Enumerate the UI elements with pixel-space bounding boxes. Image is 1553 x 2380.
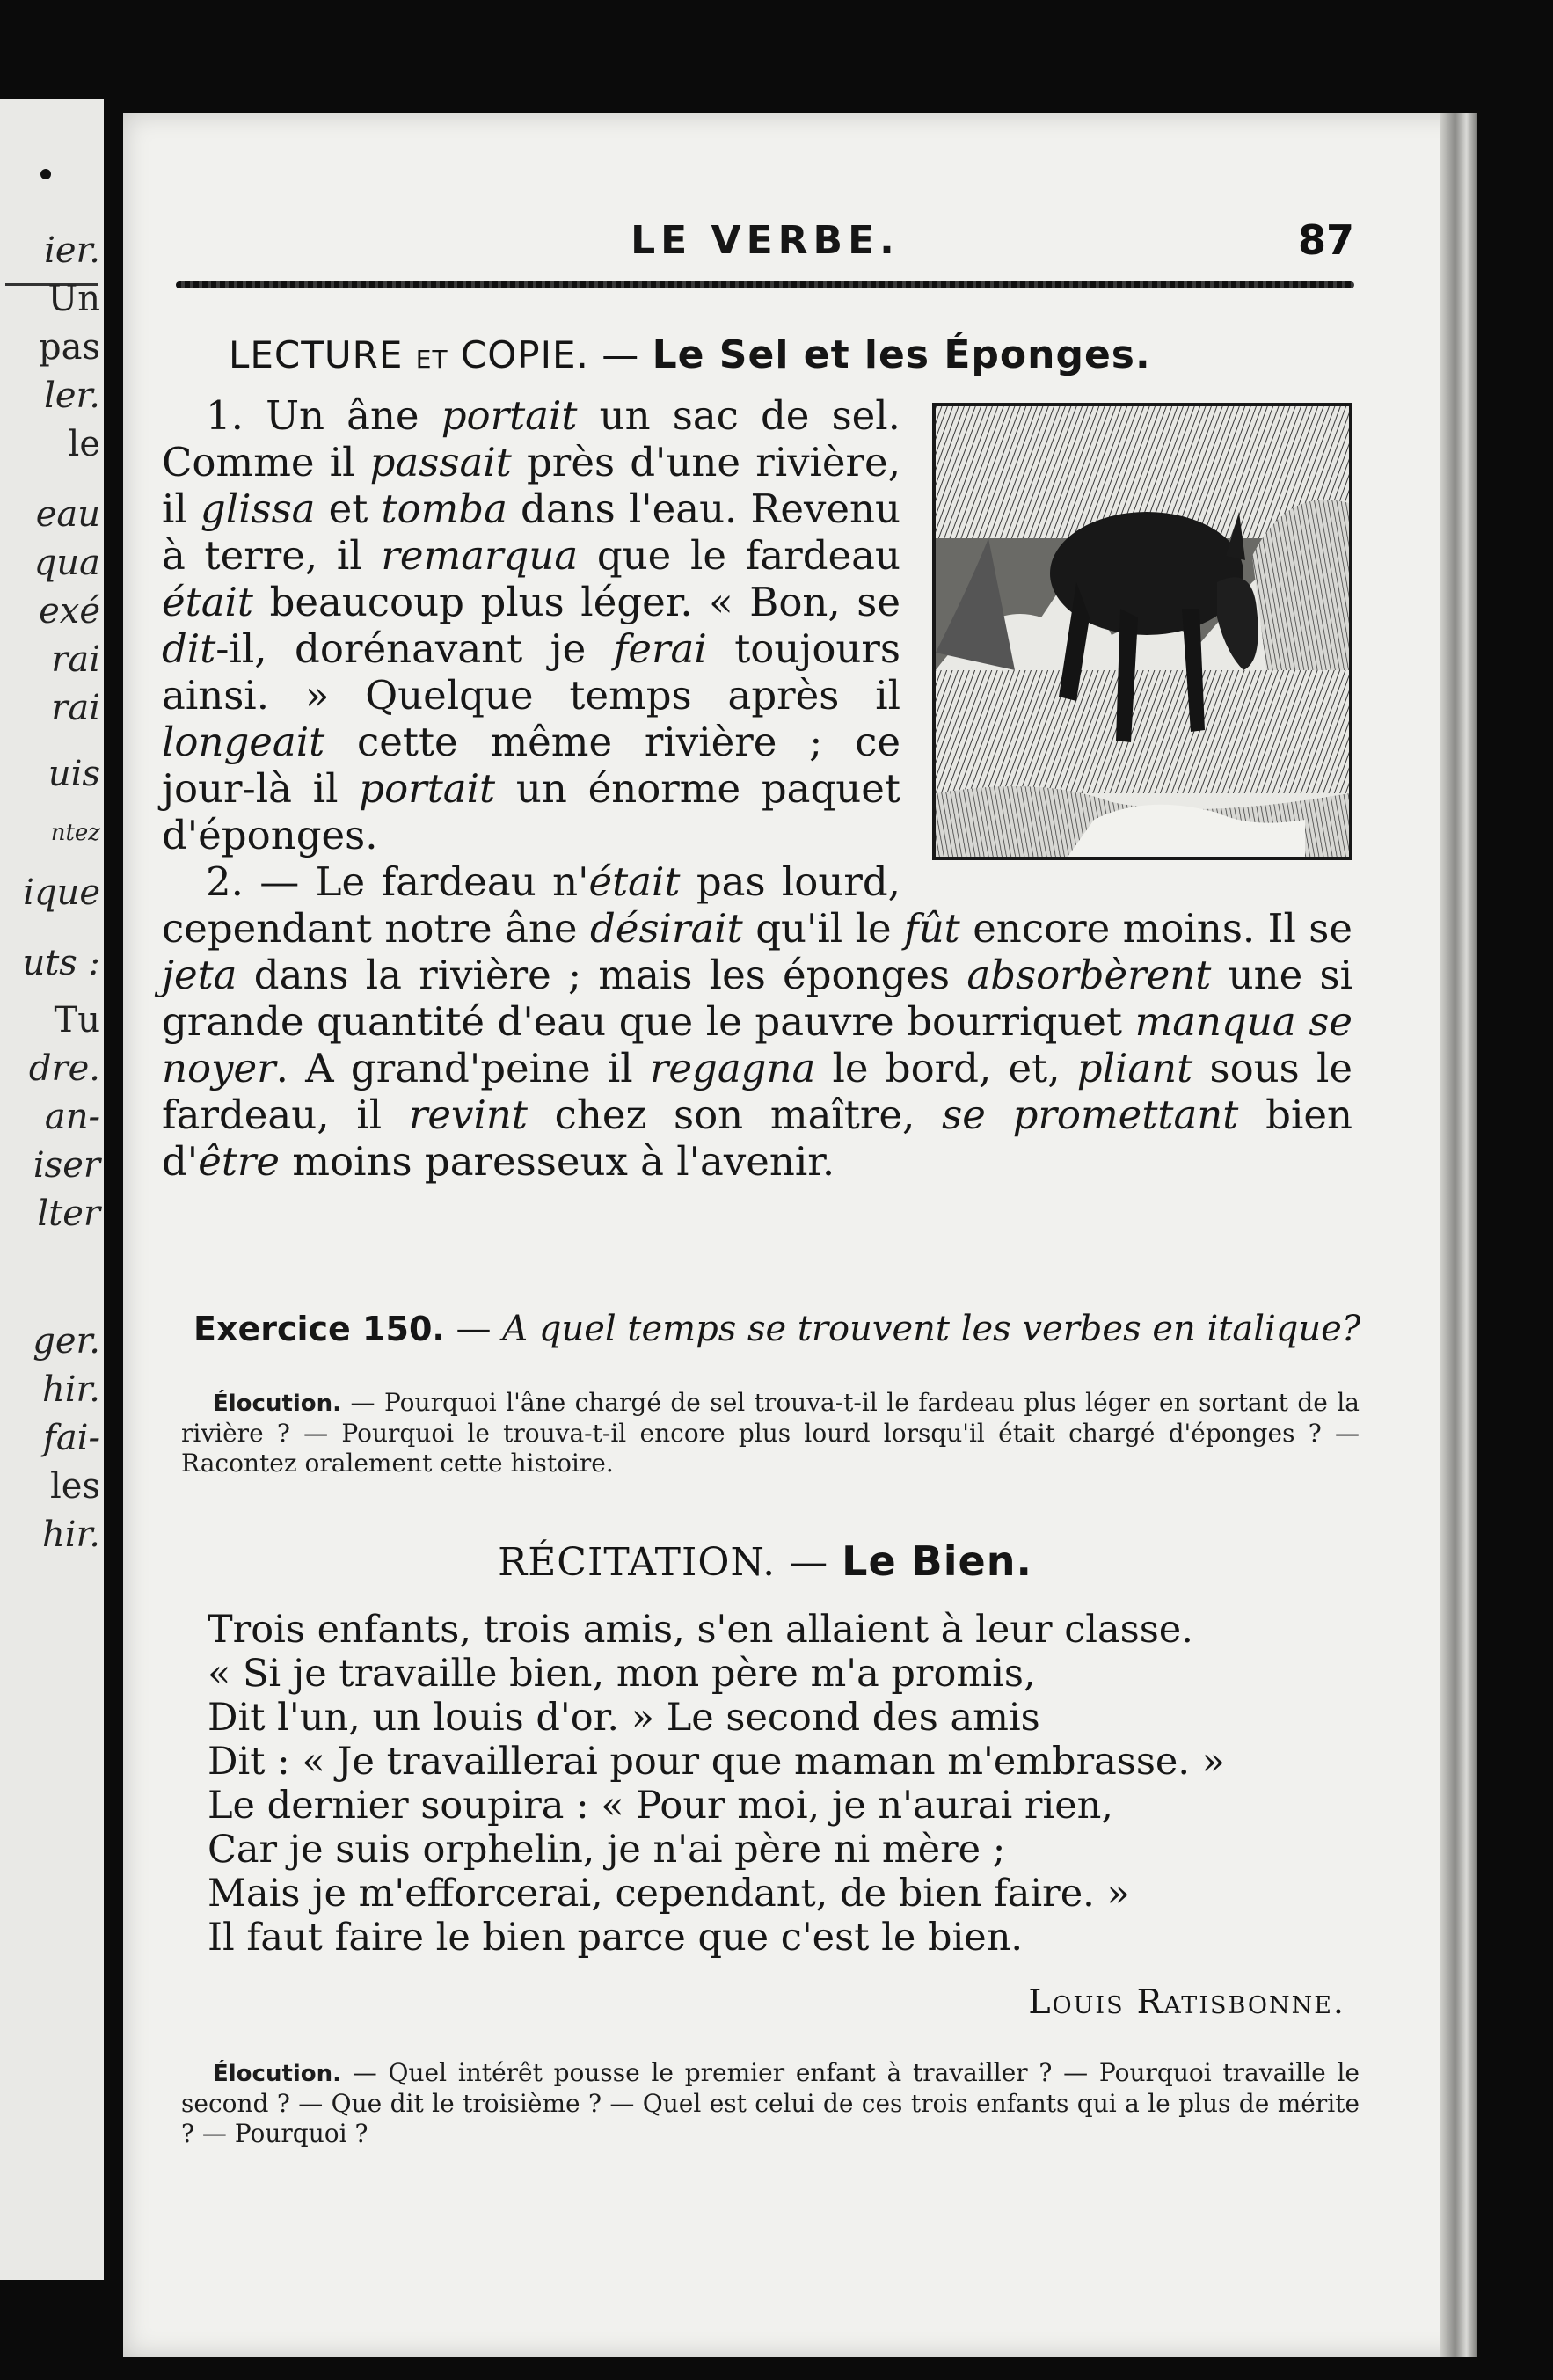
italic-verb: portait <box>441 392 578 439</box>
poem-line: Trois enfants, trois amis, s'en allaient à leur classe. <box>208 1608 1193 1652</box>
adjacent-fragment: Tu <box>54 1000 100 1040</box>
adjacent-fragment: lter <box>37 1194 100 1234</box>
adjacent-fragment: fai- <box>43 1418 100 1458</box>
adjacent-fragment: eau <box>35 494 100 535</box>
exercise-150 <box>193 1309 1363 1349</box>
italic-verb: glissa <box>200 485 316 532</box>
poem <box>208 1608 1351 1960</box>
elocution-2 <box>181 2058 1360 2149</box>
story-text <box>162 392 1352 1185</box>
adjacent-fragment: pas <box>39 327 100 368</box>
italic-verb: manqua se noyer <box>162 998 1352 1091</box>
poem-line: Car je suis orphelin, je n'ai père ni mère ; <box>208 1828 1006 1872</box>
poem-line: Dit : « Je travaillerai pour que maman m'embrasse. » <box>208 1740 1225 1784</box>
elocution-1 <box>181 1388 1360 1478</box>
adjacent-fragment: rai <box>51 688 100 728</box>
italic-verb: regagna <box>649 1045 816 1091</box>
adjacent-fragment: qua <box>33 543 100 583</box>
adjacent-fragment: Un <box>47 279 100 319</box>
italic-verb: était <box>588 858 681 905</box>
adjacent-fragment: hir. <box>42 1369 100 1410</box>
lesson-title-part2: COPIE. — <box>460 333 640 376</box>
adjacent-fragment: exé <box>39 591 100 632</box>
exercise-question: A quel temps se trouvent les verbes en italique? <box>502 1309 1361 1349</box>
elocution-2-text: — Quel intérêt pousse le premier enfant à travailler ? — Pourquoi travaille le second ? — Que dit le troisième ? — Quel est celui de ces trois enfants qui a le plus de mérite ? — Pourquoi ? <box>181 2058 1360 2148</box>
italic-verb: jeta <box>162 952 237 998</box>
recitation-title-part: RÉCITATION. — <box>498 1540 829 1585</box>
italic-verb: absorbèrent <box>966 952 1212 998</box>
poem-author: Louis Ratisbonne. <box>1028 1982 1345 2021</box>
adjacent-fragment: iser <box>33 1145 100 1186</box>
italic-verb: longeait <box>162 719 325 765</box>
adjacent-fragment: ntez <box>50 820 100 846</box>
page-number: 87 <box>1297 216 1354 264</box>
italic-verb: portait <box>359 765 496 812</box>
book-page <box>123 113 1477 2357</box>
italic-verb: pliant <box>1076 1045 1193 1091</box>
adjacent-page-strip <box>0 99 104 2280</box>
italic-verb: fût <box>904 905 960 952</box>
header-rule <box>176 281 1354 288</box>
page-header <box>176 218 1354 288</box>
adjacent-fragment: ique <box>23 872 100 913</box>
poem-line: « Si je travaille bien, mon père m'a promis, <box>208 1652 1036 1696</box>
italic-verb: désirait <box>590 905 743 952</box>
italic-verb: tomba <box>381 485 507 532</box>
recitation-title <box>123 1537 1407 1585</box>
adjacent-fragment: dre. <box>28 1048 100 1089</box>
lesson-title-bold: Le Sel et les Éponges. <box>652 332 1151 377</box>
lesson-title-part1: LECTURE <box>229 333 404 376</box>
italic-verb: passait <box>369 439 512 485</box>
exercise-label: Exercice 150. <box>193 1310 445 1348</box>
poem-line: Il faut faire le bien parce que c'est le bien. <box>208 1916 1024 1960</box>
margin-dot <box>40 169 51 179</box>
italic-verb: était <box>162 579 254 625</box>
italic-verb: se promettant <box>942 1091 1239 1138</box>
poem-line: Dit l'un, un louis d'or. » Le second des amis <box>208 1696 1040 1740</box>
adjacent-fragment: ler. <box>44 376 100 416</box>
elocution-2-tag: Élocution. <box>213 2061 342 2087</box>
adjacent-fragment: ger. <box>33 1321 100 1362</box>
donkey-illustration <box>932 403 1352 860</box>
italic-verb: dit <box>162 625 216 672</box>
adjacent-fragment: uts : <box>22 943 100 983</box>
adjacent-fragment: les <box>50 1466 100 1507</box>
elocution-1-tag: Élocution. <box>213 1391 342 1417</box>
adjacent-fragment: le <box>68 424 100 464</box>
italic-verb: ferai <box>613 625 707 672</box>
running-title: LE VERBE. <box>631 218 900 263</box>
adjacent-fragment: hir. <box>42 1515 100 1555</box>
exercise-dash: — <box>444 1309 503 1349</box>
italic-verb: revint <box>408 1091 528 1138</box>
story-paragraph-2: 2. — Le fardeau n'était pas lourd, cependant notre âne désirait qu'il le fût encore moins. Il se jeta dans la rivière ; mais les éponges absorbèrent une si grande quantité d'eau que le pauvre bourriquet manqua se noyer. A grand'peine il regagna le bord, et, pliant sous le fardeau, il revint chez son maître, se promettant bien d'être moins paresseux à l'avenir. <box>162 858 1352 1185</box>
lesson-title-et: ET <box>415 345 448 374</box>
adjacent-fragment: uis <box>47 754 100 794</box>
page-edge <box>1440 113 1477 2357</box>
recitation-title-bold: Le Bien. <box>842 1537 1032 1585</box>
poem-line: Le dernier soupira : « Pour moi, je n'aurai rien, <box>208 1784 1114 1828</box>
adjacent-fragment: ier. <box>44 230 100 271</box>
story-paragraph-1: 1. Un âne portait un sac de sel. Comme il passait près d'une rivière, il glissa et tomba dans l'eau. Revenu à terre, il remarqua que le fardeau était beaucoup plus léger. « Bon, se dit-il, dorénavant je ferai toujours ainsi. » Quelque temps après il longeait cette même rivière ; ce jour-là il portait un énorme paquet d'éponges. <box>162 392 900 858</box>
lesson-title <box>229 332 1372 377</box>
adjacent-fragment: rai <box>51 639 100 680</box>
adjacent-fragment: an- <box>44 1097 100 1137</box>
elocution-1-text: — Pourquoi l'âne chargé de sel trouva-t-il le fardeau plus léger en sortant de la rivière ? — Pourquoi le trouva-t-il encore plus lourd lorsqu'il était chargé d'éponges ? — Racontez oralement cette histoire. <box>181 1388 1360 1478</box>
italic-verb: être <box>198 1138 281 1185</box>
italic-verb: remarqua <box>381 532 579 579</box>
poem-line: Mais je m'efforcerai, cependant, de bien faire. » <box>208 1872 1130 1916</box>
